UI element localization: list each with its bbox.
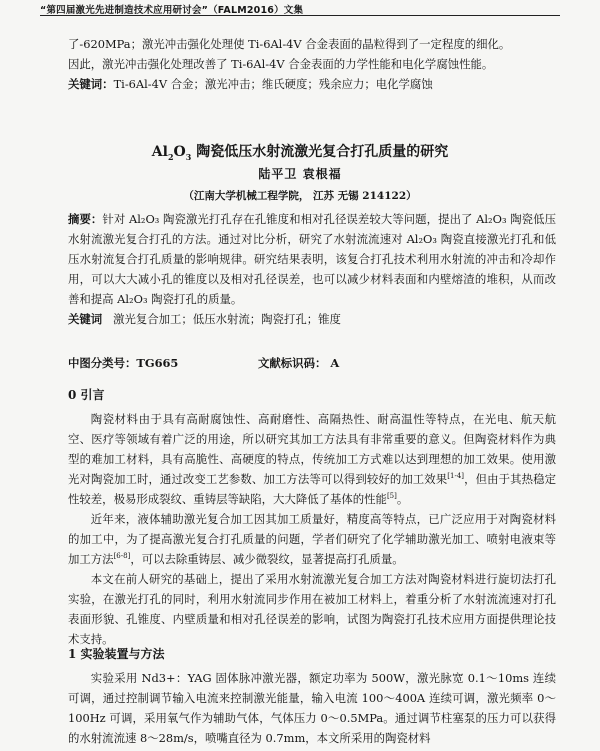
section-1-body bbox=[68, 668, 556, 748]
section-1-heading: 1 实验装置与方法 bbox=[68, 647, 165, 661]
document-code: 文献标识码： A bbox=[258, 356, 340, 370]
affiliation: （江南大学机械工程学院， 江苏 无锡 214122） bbox=[183, 190, 417, 202]
section-0-paragraph-1: 陶瓷材料由于具有高耐腐蚀性、高耐磨性、高隔热性、耐高温性等特点，在光电、航天航空、医疗等领域有着广泛的用途，所以研究其加工方法具有非常重要的意义。但陶瓷材料作为典型的难加工材料，具有高脆性、高硬度的特点，传统加工方式难以达到理想的加工效果。使用激光对陶瓷加工时，通过改变工艺参数、加工方法等可以得到较好的加工效果[1-4]，但由于其热稳定性较差，极易形成裂纹、重铸层等缺陷，大大降低了基体的性能[5]。 bbox=[68, 412, 556, 506]
article-keywords bbox=[68, 309, 556, 329]
prev-line-1: 了-620MPa；激光冲击强化处理使 Ti-6Al-4V 合金表面的晶粒得到了一定程度的细化。 bbox=[68, 37, 511, 51]
article-keywords-label: 关键词 bbox=[68, 312, 103, 326]
classification-number: 中图分类号：TG665 bbox=[68, 356, 179, 370]
citation-1-4: [1-4] bbox=[447, 472, 465, 481]
header-rule bbox=[40, 15, 560, 16]
abstract-label: 摘要： bbox=[68, 212, 103, 226]
previous-article-tail bbox=[68, 34, 556, 94]
prev-line-2: 因此，激光冲击强化处理改善了 Ti-6Al-4V 合金表面的力学性能和电化学腐蚀性能。 bbox=[68, 57, 494, 71]
abstract-paragraph bbox=[68, 209, 556, 309]
abstract bbox=[68, 209, 556, 329]
section-1-paragraph-1: 实验采用 Nd3+：YAG 固体脉冲激光器，额定功率为 500W，激光脉宽 0.1～10ms 连续可调，通过控制调节输入电流来控制激光能量，输入电流 100～400A 连续可调，激光频率 0～100Hz 可调，采用氧气作为辅助气体，气体压力 0～0.5MPa。通过调节柱塞泵的压力可以获得的水射流流速 8～28m/s，喷嘴直径为 0.7mm，本文所采用的陶瓷材料 bbox=[68, 671, 556, 745]
article-keywords-text: 激光复合加工；低压水射流；陶瓷打孔；锥度 bbox=[113, 312, 341, 326]
section-0-heading: 0 引言 bbox=[68, 388, 105, 402]
section-0-paragraph-3: 本文在前人研究的基础上，提出了采用水射流激光复合加工方法对陶瓷材料进行旋切法打孔实验，在激光打孔的同时，利用水射流同步作用在被加工材料上，着重分析了水射流流速对打孔表面形貌、孔锥度、内壁质量和相对孔径误差的影响，试图为陶瓷打孔技术应用方面提供理论技术支持。 bbox=[68, 572, 556, 646]
authors: 陆平卫 袁根福 bbox=[258, 167, 342, 181]
prev-keywords-label: 关键词： bbox=[68, 77, 114, 91]
citation-5: [5] bbox=[386, 492, 397, 501]
prev-keywords-text: Ti-6Al-4V 合金；激光冲击；维氏硬度；残余应力；电化学腐蚀 bbox=[113, 77, 433, 91]
section-0-paragraph-2: 近年来，液体辅助激光复合加工因其加工质量好，精度高等特点，已广泛应用于对陶瓷材料的加工中，为了提高激光复合打孔质量的问题，学者们研究了化学辅助激光加工、喷射电液束等加工方法[6-8]，可以去除重铸层、减少微裂纹，显著提高打孔质量。 bbox=[68, 512, 556, 566]
prev-keywords bbox=[68, 74, 556, 94]
article-title: $Al_2O_3$ 陶瓷低压水射流激光复合打孔质量的研究 bbox=[151, 144, 449, 162]
running-header: “第四届激光先进制造技术应用研讨会”（FALM2016）文集 bbox=[40, 5, 304, 16]
abstract-text: 针对 Al₂O₃ 陶瓷激光打孔存在孔锥度和相对孔径误差较大等问题，提出了 Al₂O₃ 陶瓷低压水射流激光复合打孔的方法。通过对比分析，研究了水射流流速对 Al₂O₃ 陶瓷直接激光打孔和低压水射流复合打孔质量的影响规律。研究结果表明，该复合打孔技术利用水射流的冲击和冷却作用，可以大大减小孔的锥度以及相对孔径误差，也可以减少材料表面和内壁熔渣的堆积，从而改善和提高 Al₂O₃ 陶瓷打孔的质量。 bbox=[68, 212, 556, 306]
section-0-body bbox=[68, 409, 556, 649]
citation-6-8: [6-8] bbox=[113, 552, 131, 561]
